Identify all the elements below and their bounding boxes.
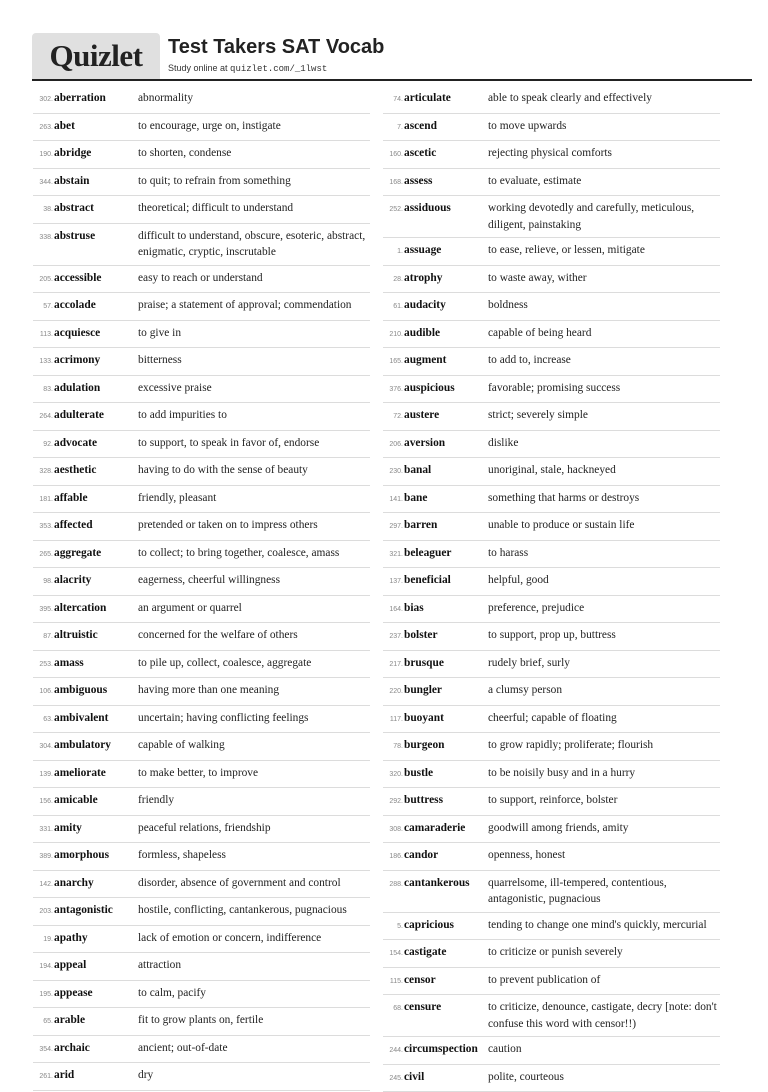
term-word: bungler [404, 682, 488, 701]
term-word: buoyant [404, 710, 488, 729]
term-number: 376. [383, 380, 404, 399]
term-definition: helpful, good [488, 572, 720, 591]
term-row [33, 926, 370, 954]
term-number: 160. [383, 145, 404, 164]
term-definition: praise; a statement of approval; commendation [138, 297, 370, 316]
term-definition: hostile, conflicting, cantankerous, pugnacious [138, 902, 370, 921]
term-row [33, 843, 370, 871]
term-row [383, 623, 720, 651]
term-row [33, 596, 370, 624]
term-row [33, 376, 370, 404]
term-definition: dry [138, 1067, 370, 1086]
term-definition: to shorten, condense [138, 145, 370, 164]
term-row [383, 678, 720, 706]
term-definition: caution [488, 1041, 720, 1060]
term-row [33, 871, 370, 899]
term-word: abridge [54, 145, 138, 164]
term-definition: polite, courteous [488, 1069, 720, 1088]
term-number: 5. [383, 917, 404, 936]
term-word: abstract [54, 200, 138, 219]
term-definition: able to speak clearly and effectively [488, 90, 720, 109]
term-number: 156. [33, 792, 54, 811]
term-row [383, 403, 720, 431]
term-definition: openness, honest [488, 847, 720, 866]
term-definition: tending to change one mind's quickly, mercurial [488, 917, 720, 936]
term-number: 217. [383, 655, 404, 674]
term-number: 1. [383, 242, 404, 261]
term-row [383, 788, 720, 816]
term-row [33, 981, 370, 1009]
page-header [32, 33, 752, 79]
term-row [33, 706, 370, 734]
term-row [383, 761, 720, 789]
term-definition: to criticize or punish severely [488, 944, 720, 963]
right-term-column [383, 86, 720, 1092]
term-definition: capable of walking [138, 737, 370, 756]
term-number: 186. [383, 847, 404, 866]
term-word: censor [404, 972, 488, 991]
term-number: 68. [383, 999, 404, 1032]
term-definition: abnormality [138, 90, 370, 109]
term-word: camaraderie [404, 820, 488, 839]
term-definition: fit to grow plants on, fertile [138, 1012, 370, 1031]
term-word: assess [404, 173, 488, 192]
term-word: adulterate [54, 407, 138, 426]
term-number: 28. [383, 270, 404, 289]
term-number: 115. [383, 972, 404, 991]
term-definition: pretended or taken on to impress others [138, 517, 370, 536]
term-word: civil [404, 1069, 488, 1088]
term-number: 72. [383, 407, 404, 426]
term-row [33, 651, 370, 679]
term-definition: dislike [488, 435, 720, 454]
term-number: 210. [383, 325, 404, 344]
term-word: beleaguer [404, 545, 488, 564]
term-row [383, 513, 720, 541]
term-definition: preference, prejudice [488, 600, 720, 619]
term-definition: cheerful; capable of floating [488, 710, 720, 729]
term-number: 288. [383, 875, 404, 908]
term-definition: to waste away, wither [488, 270, 720, 289]
term-row [33, 431, 370, 459]
term-definition: ancient; out-of-date [138, 1040, 370, 1059]
term-word: burgeon [404, 737, 488, 756]
term-number: 292. [383, 792, 404, 811]
header-divider [32, 79, 752, 81]
term-word: ambulatory [54, 737, 138, 756]
term-word: ambiguous [54, 682, 138, 701]
term-number: 338. [33, 228, 54, 261]
term-definition: attraction [138, 957, 370, 976]
quizlet-logo[interactable]: Quizlet [32, 33, 160, 79]
term-definition: to encourage, urge on, instigate [138, 118, 370, 137]
term-word: abstruse [54, 228, 138, 261]
term-definition: to calm, pacify [138, 985, 370, 1004]
term-definition: peaceful relations, friendship [138, 820, 370, 839]
term-row [383, 86, 720, 114]
term-number: 389. [33, 847, 54, 866]
term-word: amicable [54, 792, 138, 811]
term-word: accessible [54, 270, 138, 289]
term-number: 395. [33, 600, 54, 619]
term-row [383, 238, 720, 266]
term-row [383, 196, 720, 238]
term-row [33, 486, 370, 514]
term-word: apathy [54, 930, 138, 949]
term-word: appeal [54, 957, 138, 976]
term-word: antagonistic [54, 902, 138, 921]
term-definition: bitterness [138, 352, 370, 371]
term-number: 190. [33, 145, 54, 164]
term-definition: rejecting physical comforts [488, 145, 720, 164]
term-number: 19. [33, 930, 54, 949]
term-number: 263. [33, 118, 54, 137]
term-row [33, 541, 370, 569]
term-number: 154. [383, 944, 404, 963]
term-number: 206. [383, 435, 404, 454]
term-number: 139. [33, 765, 54, 784]
term-word: advocate [54, 435, 138, 454]
term-row [383, 816, 720, 844]
term-row [33, 293, 370, 321]
term-row [383, 141, 720, 169]
term-number: 113. [33, 325, 54, 344]
term-word: acrimony [54, 352, 138, 371]
term-number: 205. [33, 270, 54, 289]
term-definition: strict; severely simple [488, 407, 720, 426]
set-subtitle [168, 63, 327, 74]
term-word: archaic [54, 1040, 138, 1059]
left-term-column [33, 86, 370, 1091]
term-number: 83. [33, 380, 54, 399]
term-row [33, 348, 370, 376]
term-row [383, 541, 720, 569]
term-number: 61. [383, 297, 404, 316]
term-definition: to give in [138, 325, 370, 344]
term-definition: rudely brief, surly [488, 655, 720, 674]
term-number: 65. [33, 1012, 54, 1031]
term-number: 106. [33, 682, 54, 701]
term-row [383, 376, 720, 404]
term-word: affected [54, 517, 138, 536]
term-definition: capable of being heard [488, 325, 720, 344]
term-definition: formless, shapeless [138, 847, 370, 866]
term-definition: something that harms or destroys [488, 490, 720, 509]
term-row [383, 968, 720, 996]
term-number: 354. [33, 1040, 54, 1059]
term-definition: to harass [488, 545, 720, 564]
term-number: 57. [33, 297, 54, 316]
term-definition: theoretical; difficult to understand [138, 200, 370, 219]
term-number: 252. [383, 200, 404, 233]
term-row [33, 1063, 370, 1091]
term-row [383, 321, 720, 349]
term-row [383, 1037, 720, 1065]
term-number: 181. [33, 490, 54, 509]
term-definition: difficult to understand, obscure, esoteric, abstract, enigmatic, cryptic, inscrutable [138, 228, 370, 261]
term-number: 168. [383, 173, 404, 192]
term-word: assuage [404, 242, 488, 261]
term-row [383, 169, 720, 197]
term-number: 302. [33, 90, 54, 109]
term-word: amity [54, 820, 138, 839]
term-definition: to collect; to bring together, coalesce, amass [138, 545, 370, 564]
term-definition: to quit; to refrain from something [138, 173, 370, 192]
term-number: 265. [33, 545, 54, 564]
term-number: 38. [33, 200, 54, 219]
term-definition: to add impurities to [138, 407, 370, 426]
term-number: 98. [33, 572, 54, 591]
term-row [383, 596, 720, 624]
term-definition: quarrelsome, ill-tempered, contentious, antagonistic, pugnacious [488, 875, 720, 908]
term-number: 321. [383, 545, 404, 564]
term-number: 87. [33, 627, 54, 646]
term-definition: eagerness, cheerful willingness [138, 572, 370, 591]
term-word: adulation [54, 380, 138, 399]
term-number: 194. [33, 957, 54, 976]
term-word: aggregate [54, 545, 138, 564]
term-word: assiduous [404, 200, 488, 233]
term-row [33, 86, 370, 114]
term-definition: easy to reach or understand [138, 270, 370, 289]
term-number: 141. [383, 490, 404, 509]
term-number: 142. [33, 875, 54, 894]
term-number: 230. [383, 462, 404, 481]
term-definition: to support, prop up, buttress [488, 627, 720, 646]
study-url-link[interactable]: quizlet.com/_1lwst [230, 64, 327, 74]
term-row [383, 1065, 720, 1092]
term-definition: to ease, relieve, or lessen, mitigate [488, 242, 720, 261]
term-definition: favorable; promising success [488, 380, 720, 399]
term-word: bias [404, 600, 488, 619]
term-number: 261. [33, 1067, 54, 1086]
term-row [33, 816, 370, 844]
term-number: 244. [383, 1041, 404, 1060]
term-row [33, 788, 370, 816]
term-definition: to evaluate, estimate [488, 173, 720, 192]
term-row [383, 458, 720, 486]
term-word: capricious [404, 917, 488, 936]
term-definition: friendly [138, 792, 370, 811]
term-number: 253. [33, 655, 54, 674]
set-title: Test Takers SAT Vocab [168, 36, 384, 59]
term-row [383, 733, 720, 761]
term-word: altruistic [54, 627, 138, 646]
term-row [383, 871, 720, 913]
term-number: 78. [383, 737, 404, 756]
term-row [33, 321, 370, 349]
term-definition: unoriginal, stale, hackneyed [488, 462, 720, 481]
term-row [33, 513, 370, 541]
term-row [33, 733, 370, 761]
term-number: 133. [33, 352, 54, 371]
term-word: arid [54, 1067, 138, 1086]
term-word: buttress [404, 792, 488, 811]
term-number: 195. [33, 985, 54, 1004]
term-definition: to support, reinforce, bolster [488, 792, 720, 811]
term-number: 203. [33, 902, 54, 921]
term-row [33, 1008, 370, 1036]
term-word: censure [404, 999, 488, 1032]
term-definition: to support, to speak in favor of, endorse [138, 435, 370, 454]
term-word: ascend [404, 118, 488, 137]
term-number: 320. [383, 765, 404, 784]
term-row [383, 293, 720, 321]
term-word: ascetic [404, 145, 488, 164]
term-number: 117. [383, 710, 404, 729]
term-row [383, 266, 720, 294]
term-row [33, 196, 370, 224]
term-number: 63. [33, 710, 54, 729]
term-word: arable [54, 1012, 138, 1031]
term-definition: a clumsy person [488, 682, 720, 701]
term-number: 220. [383, 682, 404, 701]
term-number: 264. [33, 407, 54, 426]
term-word: anarchy [54, 875, 138, 894]
term-number: 237. [383, 627, 404, 646]
term-definition: having more than one meaning [138, 682, 370, 701]
term-row [33, 266, 370, 294]
term-row [383, 114, 720, 142]
term-row [33, 169, 370, 197]
term-number: 328. [33, 462, 54, 481]
term-row [383, 995, 720, 1037]
term-row [383, 348, 720, 376]
term-word: acquiesce [54, 325, 138, 344]
term-word: audacity [404, 297, 488, 316]
term-definition: to make better, to improve [138, 765, 370, 784]
term-definition: having to do with the sense of beauty [138, 462, 370, 481]
term-number: 304. [33, 737, 54, 756]
term-row [33, 953, 370, 981]
term-number: 137. [383, 572, 404, 591]
subtitle-prefix: Study online at [168, 63, 230, 73]
term-definition: unable to produce or sustain life [488, 517, 720, 536]
term-definition: to prevent publication of [488, 972, 720, 991]
term-row [33, 458, 370, 486]
term-row [33, 898, 370, 926]
term-number: 74. [383, 90, 404, 109]
term-row [383, 913, 720, 941]
term-word: cantankerous [404, 875, 488, 908]
term-word: auspicious [404, 380, 488, 399]
term-definition: working devotedly and carefully, meticulous, diligent, painstaking [488, 200, 720, 233]
term-number: 344. [33, 173, 54, 192]
term-row [383, 940, 720, 968]
term-definition: excessive praise [138, 380, 370, 399]
term-definition: concerned for the welfare of others [138, 627, 370, 646]
term-number: 308. [383, 820, 404, 839]
term-row [33, 141, 370, 169]
term-definition: to add to, increase [488, 352, 720, 371]
term-definition: to grow rapidly; proliferate; flourish [488, 737, 720, 756]
term-number: 245. [383, 1069, 404, 1088]
term-row [383, 568, 720, 596]
term-number: 7. [383, 118, 404, 137]
term-definition: to criticize, denounce, castigate, decry [note: don't confuse this word with censor!!) [488, 999, 720, 1032]
term-word: aversion [404, 435, 488, 454]
term-number: 331. [33, 820, 54, 839]
term-row [33, 761, 370, 789]
term-row [33, 224, 370, 266]
term-row [33, 623, 370, 651]
term-row [33, 568, 370, 596]
term-word: banal [404, 462, 488, 481]
term-definition: to move upwards [488, 118, 720, 137]
term-word: aesthetic [54, 462, 138, 481]
term-row [383, 843, 720, 871]
term-word: amass [54, 655, 138, 674]
term-row [383, 486, 720, 514]
term-word: accolade [54, 297, 138, 316]
term-word: austere [404, 407, 488, 426]
term-row [383, 431, 720, 459]
term-word: candor [404, 847, 488, 866]
term-number: 164. [383, 600, 404, 619]
term-word: atrophy [404, 270, 488, 289]
term-word: articulate [404, 90, 488, 109]
term-number: 297. [383, 517, 404, 536]
term-word: bustle [404, 765, 488, 784]
term-definition: disorder, absence of government and control [138, 875, 370, 894]
term-definition: uncertain; having conflicting feelings [138, 710, 370, 729]
term-row [383, 706, 720, 734]
term-number: 92. [33, 435, 54, 454]
term-word: augment [404, 352, 488, 371]
term-word: audible [404, 325, 488, 344]
term-word: amorphous [54, 847, 138, 866]
term-definition: friendly, pleasant [138, 490, 370, 509]
term-word: castigate [404, 944, 488, 963]
term-row [33, 403, 370, 431]
term-word: appease [54, 985, 138, 1004]
term-word: barren [404, 517, 488, 536]
term-row [33, 1036, 370, 1064]
term-word: brusque [404, 655, 488, 674]
term-number: 353. [33, 517, 54, 536]
term-definition: goodwill among friends, amity [488, 820, 720, 839]
term-definition: lack of emotion or concern, indifference [138, 930, 370, 949]
term-row [383, 651, 720, 679]
term-word: abstain [54, 173, 138, 192]
term-definition: to pile up, collect, coalesce, aggregate [138, 655, 370, 674]
term-word: beneficial [404, 572, 488, 591]
term-word: bolster [404, 627, 488, 646]
term-definition: to be noisily busy and in a hurry [488, 765, 720, 784]
term-row [33, 114, 370, 142]
term-word: ameliorate [54, 765, 138, 784]
term-word: bane [404, 490, 488, 509]
term-number: 165. [383, 352, 404, 371]
term-definition: an argument or quarrel [138, 600, 370, 619]
term-word: abet [54, 118, 138, 137]
term-definition: boldness [488, 297, 720, 316]
term-row [33, 678, 370, 706]
term-word: alacrity [54, 572, 138, 591]
term-word: affable [54, 490, 138, 509]
term-word: circumspection [404, 1041, 488, 1060]
term-word: aberration [54, 90, 138, 109]
term-word: ambivalent [54, 710, 138, 729]
term-word: altercation [54, 600, 138, 619]
